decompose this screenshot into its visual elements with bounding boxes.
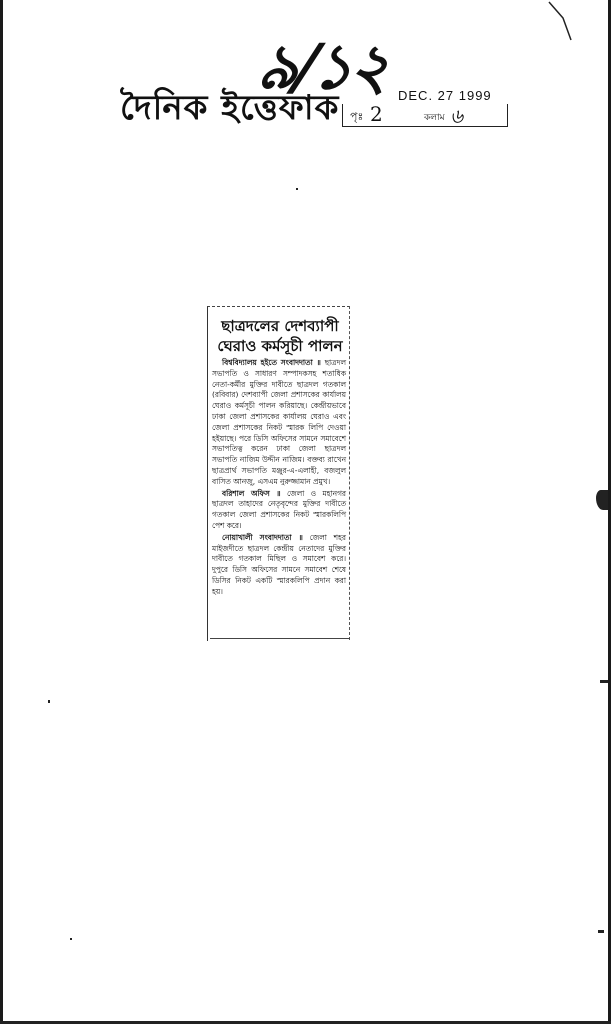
clipping-bottom-edge: [210, 637, 350, 639]
scan-edge-left: [0, 0, 3, 1024]
article-paragraph: [212, 533, 346, 598]
dateline: বরিশাল অফিস ॥: [222, 488, 281, 498]
headline-line: ছাত্রদলের দেশব্যাপী: [221, 317, 339, 335]
paragraph-text: ছাত্রদল সভাপতি ও সাধারণ সম্পাদকসহ শতাধিক নেতা-কর্মীর মুক্তির দাবীতে ছাত্রদল গতকাল (রবিবার) দেশব্যাপী জেলা প্রশাসকের কার্যালয় ঘেরাও কর্মসূচী পালন করিয়াছে। কেন্দ্রীয়ভাবে ঢাকা জেলা প্রশাসকের কার্যালয় ঘেরাও এবং জেলা প্রশাসকের নিকট স্মারক লিপি দেওয়া হইয়াছে। পরে ডিসি অফিসের সামনে সমাবেশে সভাপতিত্ব করেন ঢাকা জেলা ছাত্রদল সভাপতি নাজিম উদ্দীন নাজিম। বক্তব্য রাখেন ছাত্রপ্রার্থ সভাপতি মঞ্জুর-এ-এলাহী, বজলুল বাসিত আনজু, এসএম নুরুজ্জামান প্রমুখ।: [212, 358, 347, 486]
paragraph-text: জেলা শহর মাইজদীতে ছাত্রদল কেন্দ্রীয় নেতাদের মুক্তির দাবীতে গতকাল মিছিল ও সমাবেশ করে। দুপুরে ডিসি অফিসের সামনে সমাবেশ শেষে ডিসির নিকট একটি স্মারকলিপি প্রদান করা হয়।: [212, 532, 346, 596]
folded-corner-mark: [541, 0, 611, 60]
dateline: নোয়াখালী সংবাদদাতা ॥: [222, 532, 303, 542]
scan-speck: [296, 188, 298, 190]
scan-speck: [598, 930, 604, 933]
page-label: পৃঃ: [350, 110, 364, 123]
scan-speck: [600, 680, 608, 683]
scan-speck: [48, 700, 50, 703]
headline-line: ঘেরাও কর্মসূচী পালন: [217, 337, 343, 355]
column-number: ৬: [450, 104, 464, 128]
handwritten-file-number: ৯/১২: [253, 30, 392, 103]
article-headline: [212, 316, 348, 356]
newspaper-masthead-logo: দৈনিক ইত্তেফাক: [120, 88, 340, 128]
article-body: [212, 358, 346, 599]
paragraph-text: জেলা ও মহানগর ছাত্রদল তাহাদের নেতৃবৃন্দের মুক্তির দাবীতে গতকাল জেলা প্রশাসকের নিকট স্মারকলিপি পেশ করে।: [212, 488, 346, 530]
article-paragraph: [212, 358, 346, 488]
date-stamp: DEC. 27 1999: [398, 88, 492, 103]
column-label: কলাম: [424, 113, 445, 123]
page-number: 2: [370, 102, 383, 126]
article-paragraph: [212, 489, 346, 532]
scan-speck: [70, 938, 72, 940]
scan-speck: [596, 490, 608, 510]
clipping-right-edge: [348, 306, 350, 640]
dateline: বিশ্ববিদ্যালয় হইতে সংবাদদাতা ॥: [222, 358, 321, 367]
date-stamp-box: [342, 86, 508, 128]
